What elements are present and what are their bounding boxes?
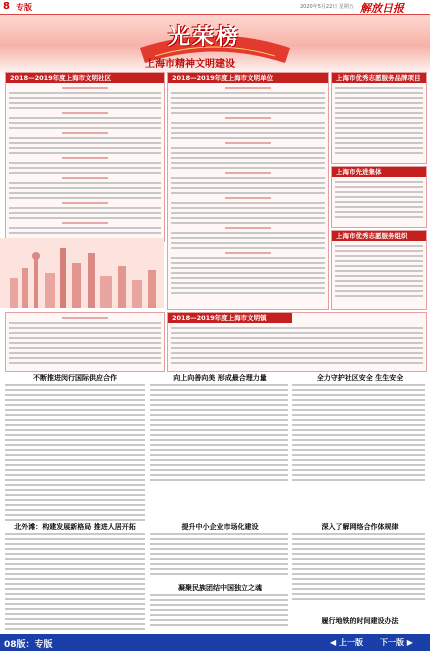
city-skyline-illustration	[0, 238, 164, 308]
footer-bar	[0, 634, 430, 651]
bottom-wide-title: 2018—2019年度上海市文明镇	[168, 313, 292, 323]
right-box-3	[331, 230, 427, 310]
middle-list-lines	[171, 87, 325, 297]
left-list-lines	[9, 87, 161, 237]
article-body-4	[5, 533, 145, 633]
article-title-2[interactable]: 向上向善向美 形成最合理力量	[173, 374, 267, 382]
right-box-1	[331, 72, 427, 164]
middle-list-box	[167, 72, 329, 310]
article-title-1[interactable]: 不断推进闵行国际供应合作	[33, 374, 117, 382]
prev-page-label: 上一版	[338, 638, 363, 647]
newspaper-logo: 解放日报	[360, 2, 404, 15]
right-box-3-title: 上海市优秀志愿服务组织	[332, 231, 426, 241]
issue-date: 2020年5月22日 星期五	[300, 4, 354, 10]
left-list-box	[5, 72, 165, 242]
section-name: 专版	[16, 3, 32, 12]
article-body-7	[150, 594, 288, 629]
article-title-3[interactable]: 全力守护社区安全 生生安全	[316, 374, 404, 382]
arrow-right-icon: ▶	[406, 638, 413, 647]
article-title-6[interactable]: 深入了解网络合作体规律	[321, 523, 399, 531]
next-page-label: 下一版	[380, 638, 404, 647]
next-page-button[interactable]	[380, 636, 413, 649]
left-list-title: 2018—2019年度上海市文明社区	[6, 73, 164, 83]
article-body-2	[150, 384, 288, 484]
prev-page-button[interactable]	[330, 636, 363, 649]
banner-subtitle: 上海市精神文明建设	[145, 59, 235, 70]
article-title-7[interactable]: 凝聚民族团结中国独立之魂	[178, 584, 262, 592]
arrow-left-icon: ◀	[330, 638, 337, 647]
article-body-6	[292, 533, 425, 603]
article-title-5[interactable]: 提升中小企业市场化建设	[181, 523, 259, 531]
middle-list-title: 2018—2019年度上海市文明单位	[168, 73, 328, 83]
bottom-left-box	[5, 312, 165, 372]
article-body-5	[150, 533, 288, 578]
banner-title: 光荣榜	[168, 24, 241, 50]
right-box-2-title: 上海市先进集体	[332, 167, 426, 177]
page-number: 8	[3, 1, 10, 12]
article-title-8[interactable]: 履行地铁的时间建设办法	[321, 617, 399, 625]
current-page-label: 08版：专版	[4, 640, 53, 650]
right-box-1-title: 上海市优秀志愿服务品牌项目	[332, 73, 426, 83]
article-body-3	[292, 384, 425, 484]
article-title-4[interactable]: 北外滩：构建发展新格局 推进人居开拓	[14, 523, 136, 531]
right-box-2	[331, 166, 427, 228]
bottom-wide-box	[167, 312, 427, 372]
article-body-1	[5, 384, 145, 524]
